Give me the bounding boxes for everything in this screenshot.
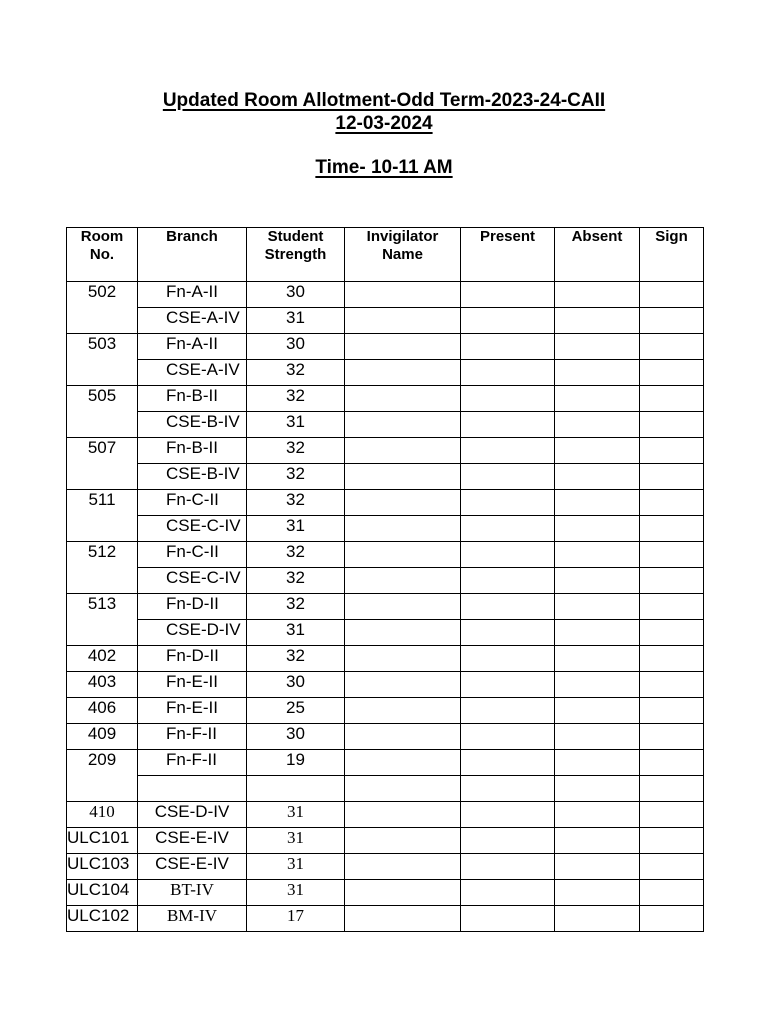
table-row [67, 464, 704, 490]
strength-cell: 17 [247, 906, 345, 932]
branch-cell [138, 490, 247, 516]
invigilator-cell [345, 698, 461, 724]
table-row [67, 568, 704, 594]
branch-cell [138, 880, 247, 906]
present-cell [461, 594, 555, 620]
invigilator-cell [345, 776, 461, 802]
room-number: 410 [67, 802, 138, 828]
invigilator-cell [345, 438, 461, 464]
room-number: 403 [67, 672, 138, 698]
absent-cell [555, 516, 640, 542]
title-line-1: Updated Room Allotment-Odd Term-2023-24-CAII [162, 90, 606, 111]
header-absent: Absent [555, 228, 640, 282]
sign-cell [640, 828, 704, 854]
sign-cell [640, 620, 704, 646]
branch-name: Fn-C-II [166, 490, 219, 509]
present-cell [461, 828, 555, 854]
present-cell [461, 854, 555, 880]
header-sign: Sign [640, 228, 704, 282]
table-row [67, 906, 704, 932]
strength-cell: 31 [247, 828, 345, 854]
strength-cell: 19 [247, 750, 345, 776]
sign-cell [640, 802, 704, 828]
present-cell [461, 282, 555, 308]
branch-cell [138, 568, 247, 594]
table-row [67, 594, 704, 620]
present-cell [461, 464, 555, 490]
branch-cell [138, 282, 247, 308]
branch-cell [138, 412, 247, 438]
strength-cell: 30 [247, 724, 345, 750]
invigilator-cell [345, 646, 461, 672]
present-cell [461, 802, 555, 828]
strength-cell: 31 [247, 516, 345, 542]
present-cell [461, 750, 555, 776]
invigilator-cell [345, 724, 461, 750]
room-number: 503 [67, 334, 138, 386]
sign-cell [640, 594, 704, 620]
branch-cell [138, 724, 247, 750]
present-cell [461, 724, 555, 750]
branch-cell [138, 594, 247, 620]
branch-cell [138, 854, 247, 880]
room-number: 209 [67, 750, 138, 802]
branch-name: CSE-E-IV [155, 854, 229, 873]
present-cell [461, 360, 555, 386]
branch-name: CSE-E-IV [155, 828, 229, 847]
branch-cell [138, 438, 247, 464]
strength-cell: 31 [247, 412, 345, 438]
invigilator-cell [345, 412, 461, 438]
room-number: 511 [67, 490, 138, 542]
branch-cell [138, 646, 247, 672]
absent-cell [555, 542, 640, 568]
table-row [67, 542, 704, 568]
invigilator-cell [345, 542, 461, 568]
sign-cell [640, 516, 704, 542]
invigilator-cell [345, 386, 461, 412]
present-cell [461, 568, 555, 594]
table-row [67, 828, 704, 854]
strength-cell [247, 776, 345, 802]
header-present: Present [461, 228, 555, 282]
absent-cell [555, 828, 640, 854]
table-row [67, 516, 704, 542]
document-date [0, 113, 768, 135]
time-label: Time- 10-11 AM [315, 157, 453, 178]
absent-cell [555, 282, 640, 308]
absent-cell [555, 594, 640, 620]
branch-name: CSE-C-IV [166, 568, 241, 587]
table-header-row [67, 228, 704, 282]
sign-cell [640, 724, 704, 750]
strength-cell: 32 [247, 464, 345, 490]
branch-name: Fn-B-II [166, 386, 218, 405]
branch-name: CSE-A-IV [166, 360, 240, 379]
table-row [67, 308, 704, 334]
invigilator-cell [345, 594, 461, 620]
strength-cell: 32 [247, 646, 345, 672]
table-row [67, 672, 704, 698]
absent-cell [555, 802, 640, 828]
branch-name: CSE-A-IV [166, 308, 240, 327]
absent-cell [555, 568, 640, 594]
sign-cell [640, 906, 704, 932]
table-row [67, 854, 704, 880]
branch-name: Fn-F-II [166, 750, 217, 769]
branch-name: Fn-B-II [166, 438, 218, 457]
absent-cell [555, 906, 640, 932]
room-number: ULC104 [67, 880, 138, 906]
strength-cell: 25 [247, 698, 345, 724]
invigilator-cell [345, 854, 461, 880]
header-student-strength: Student Strength [247, 228, 345, 282]
present-cell [461, 412, 555, 438]
branch-cell [138, 360, 247, 386]
invigilator-cell [345, 282, 461, 308]
strength-cell: 32 [247, 490, 345, 516]
absent-cell [555, 490, 640, 516]
table-row [67, 490, 704, 516]
branch-name: Fn-F-II [166, 724, 217, 743]
sign-cell [640, 438, 704, 464]
table-row [67, 802, 704, 828]
branch-name: BT-IV [170, 880, 214, 899]
absent-cell [555, 620, 640, 646]
strength-cell: 32 [247, 568, 345, 594]
strength-cell: 31 [247, 880, 345, 906]
table-row [67, 334, 704, 360]
present-cell [461, 334, 555, 360]
branch-cell [138, 516, 247, 542]
absent-cell [555, 698, 640, 724]
sign-cell [640, 464, 704, 490]
room-number: 513 [67, 594, 138, 646]
absent-cell [555, 386, 640, 412]
present-cell [461, 386, 555, 412]
sign-cell [640, 490, 704, 516]
invigilator-cell [345, 490, 461, 516]
sign-cell [640, 646, 704, 672]
absent-cell [555, 360, 640, 386]
present-cell [461, 776, 555, 802]
room-number: 409 [67, 724, 138, 750]
table-row [67, 724, 704, 750]
document-title [0, 90, 768, 112]
branch-cell [138, 308, 247, 334]
absent-cell [555, 334, 640, 360]
strength-cell: 31 [247, 802, 345, 828]
present-cell [461, 698, 555, 724]
sign-cell [640, 308, 704, 334]
branch-cell [138, 542, 247, 568]
branch-cell [138, 464, 247, 490]
absent-cell [555, 724, 640, 750]
title-line-2: 12-03-2024 [335, 113, 433, 134]
strength-cell: 32 [247, 360, 345, 386]
table-row [67, 776, 704, 802]
invigilator-cell [345, 750, 461, 776]
table-row [67, 282, 704, 308]
invigilator-cell [345, 880, 461, 906]
absent-cell [555, 438, 640, 464]
sign-cell [640, 776, 704, 802]
branch-name: CSE-D-IV [166, 620, 241, 639]
invigilator-cell [345, 828, 461, 854]
absent-cell [555, 880, 640, 906]
present-cell [461, 308, 555, 334]
branch-cell [138, 672, 247, 698]
room-number: 402 [67, 646, 138, 672]
sign-cell [640, 412, 704, 438]
header-invigilator-name: Invigilator Name [345, 228, 461, 282]
room-number: ULC101 [67, 828, 138, 854]
strength-cell: 30 [247, 672, 345, 698]
sign-cell [640, 854, 704, 880]
sign-cell [640, 282, 704, 308]
header-room-no: Room No. [67, 228, 138, 282]
invigilator-cell [345, 802, 461, 828]
strength-cell: 31 [247, 308, 345, 334]
room-number: 512 [67, 542, 138, 594]
absent-cell [555, 750, 640, 776]
strength-cell: 31 [247, 854, 345, 880]
invigilator-cell [345, 334, 461, 360]
table-body [67, 282, 704, 932]
table-row [67, 646, 704, 672]
strength-cell: 32 [247, 542, 345, 568]
room-number: 505 [67, 386, 138, 438]
branch-cell [138, 776, 247, 802]
branch-cell [138, 828, 247, 854]
branch-name: Fn-D-II [166, 594, 219, 613]
branch-cell [138, 620, 247, 646]
table-row [67, 698, 704, 724]
absent-cell [555, 308, 640, 334]
branch-cell [138, 906, 247, 932]
invigilator-cell [345, 620, 461, 646]
branch-name: Fn-E-II [166, 698, 218, 717]
branch-cell [138, 750, 247, 776]
strength-cell: 32 [247, 594, 345, 620]
sign-cell [640, 568, 704, 594]
branch-cell [138, 802, 247, 828]
absent-cell [555, 464, 640, 490]
invigilator-cell [345, 568, 461, 594]
sign-cell [640, 334, 704, 360]
strength-cell: 32 [247, 438, 345, 464]
room-allotment-table [66, 227, 704, 932]
strength-cell: 31 [247, 620, 345, 646]
sign-cell [640, 672, 704, 698]
branch-name: BM-IV [166, 906, 218, 925]
absent-cell [555, 646, 640, 672]
present-cell [461, 516, 555, 542]
strength-cell: 30 [247, 334, 345, 360]
sign-cell [640, 542, 704, 568]
branch-name: Fn-D-II [166, 646, 219, 665]
branch-name: CSE-C-IV [166, 516, 241, 535]
room-number: ULC103 [67, 854, 138, 880]
invigilator-cell [345, 516, 461, 542]
branch-name: Fn-C-II [166, 542, 219, 561]
present-cell [461, 620, 555, 646]
room-number: 502 [67, 282, 138, 334]
exam-time [0, 157, 768, 179]
table-row [67, 412, 704, 438]
strength-cell: 32 [247, 386, 345, 412]
invigilator-cell [345, 464, 461, 490]
table-row [67, 360, 704, 386]
present-cell [461, 542, 555, 568]
branch-cell [138, 334, 247, 360]
branch-name: CSE-B-IV [166, 464, 240, 483]
present-cell [461, 438, 555, 464]
invigilator-cell [345, 308, 461, 334]
branch-name: Fn-E-II [166, 672, 218, 691]
header-branch: Branch [138, 228, 247, 282]
branch-cell [138, 386, 247, 412]
room-number: 406 [67, 698, 138, 724]
table-row [67, 750, 704, 776]
room-number: ULC102 [67, 906, 138, 932]
invigilator-cell [345, 360, 461, 386]
table-row [67, 386, 704, 412]
sign-cell [640, 750, 704, 776]
sign-cell [640, 386, 704, 412]
invigilator-cell [345, 672, 461, 698]
present-cell [461, 672, 555, 698]
present-cell [461, 646, 555, 672]
branch-name: Fn-A-II [166, 282, 218, 301]
absent-cell [555, 412, 640, 438]
invigilator-cell [345, 906, 461, 932]
room-number: 507 [67, 438, 138, 490]
absent-cell [555, 672, 640, 698]
table-row [67, 880, 704, 906]
sign-cell [640, 880, 704, 906]
branch-name: CSE-D-IV [154, 802, 230, 821]
absent-cell [555, 776, 640, 802]
sign-cell [640, 360, 704, 386]
branch-name: CSE-B-IV [166, 412, 240, 431]
present-cell [461, 490, 555, 516]
table-row [67, 620, 704, 646]
sign-cell [640, 698, 704, 724]
branch-cell [138, 698, 247, 724]
absent-cell [555, 854, 640, 880]
present-cell [461, 880, 555, 906]
strength-cell: 30 [247, 282, 345, 308]
table-row [67, 438, 704, 464]
present-cell [461, 906, 555, 932]
branch-name: Fn-A-II [166, 334, 218, 353]
